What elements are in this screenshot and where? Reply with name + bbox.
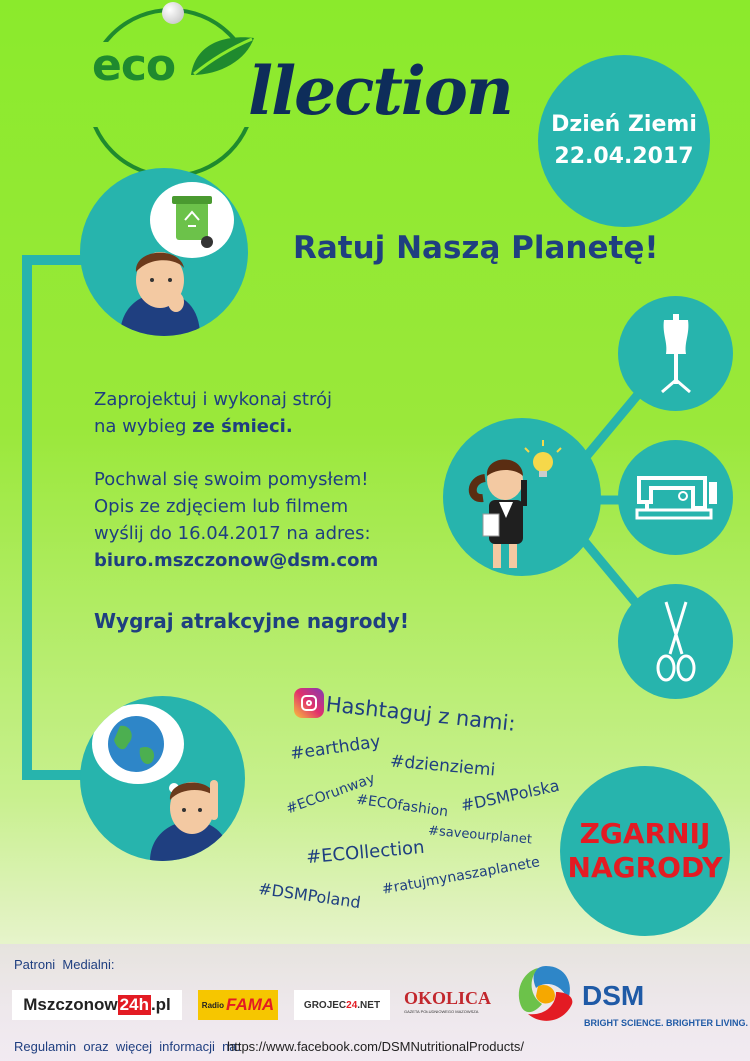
thinking-bin-circle [80,168,248,336]
mannequin-circle [618,296,733,411]
hashtag-ecofashion[interactable]: #ECOfashion [355,791,450,821]
logo-llection-text: llection [248,52,512,130]
prize-line-1: ZGARNIJ [579,817,711,851]
scissors-icon [654,600,698,684]
instruction-line-2-bold: ze śmieci. [192,416,293,437]
instruction-line-2-plain: na wybieg [94,416,193,437]
hashtag-saveourplanet[interactable]: #saveourplanet [427,823,533,848]
dsm-tagline: BRIGHT SCIENCE. BRIGHTER LIVING. [584,1018,749,1028]
patrons-label: Patroni Medialni: [14,957,115,972]
patron-radio-fama-logo[interactable] [198,990,278,1020]
logo-eco-text: eco [92,40,176,91]
instagram-icon[interactable] [294,688,324,718]
hashtag-dsmpoland[interactable]: #DSMPoland [257,878,362,913]
patron-okolica-subtitle: GAZETA POŁUDNIOWEGO MAZOWSZA [404,1009,479,1014]
patron-fama-text: FAMA [226,995,275,1014]
instructions-block [94,386,332,440]
woman-idea-icon [443,418,601,576]
hashtag-ratujmynaszaplanete[interactable]: #ratujmynaszaplanete [380,854,542,898]
prize-line-2: NAGRODY [567,851,723,884]
submission-block [94,466,378,574]
instruction-line-1: Zaprojektuj i wykonaj strój [94,389,332,410]
mannequin-icon [646,314,706,394]
event-date: 22.04.2017 [554,144,694,169]
patron-grojec-24: 24 [346,999,358,1011]
submission-line-1: Pochwal się swoim pomysłem! [94,469,369,490]
hashtag-dsmpolska[interactable]: #DSMPolska [459,775,562,816]
patron-okolica-text: OKOLICA [404,988,492,1008]
regulamin-text: Regulamin oraz więcej informacji na: [14,1039,241,1054]
prize-text: Wygraj atrakcyjne nagrody! [94,609,409,633]
patron-mszczonow-logo[interactable] [12,990,182,1020]
trash-bin-icon [80,168,248,336]
sewing-machine-circle [618,440,733,555]
scissors-circle [618,584,733,699]
patron-mszczonow-tld: .pl [150,995,171,1014]
idea-woman-circle [443,418,601,576]
facebook-url-link[interactable]: https://www.facebook.com/DSMNutritionalProducts/ [227,1039,524,1054]
patron-okolica-logo[interactable] [404,988,492,1022]
leaf-icon [186,30,256,84]
patron-mszczonow-text: Mszczonow [23,995,118,1014]
dsm-swirl-icon [514,962,578,1026]
globe-thinker-circle [80,696,245,861]
headline: Ratuj Naszą Planetę! [293,230,659,266]
left-connector [22,255,32,780]
sewing-machine-icon [633,468,719,528]
patron-grojec24-logo[interactable] [294,990,390,1020]
instruction-line-2 [94,413,332,440]
dsm-name: DSM [582,980,645,1011]
globe-icon [80,696,245,861]
prize-circle [560,766,730,936]
date-circle [538,55,710,227]
event-name: Dzień Ziemi [551,112,697,138]
submission-line-2: Opis ze zdjęciem lub filmem [94,496,349,517]
pushpin-icon [162,2,184,24]
patron-grojec-text: GROJEC [303,999,347,1011]
hashtag-earthday[interactable]: #earthday [289,731,382,765]
email-link[interactable]: biuro.mszczonow@dsm.com [94,550,379,571]
hashtag-title: Hashtaguj z nami: [324,692,517,736]
patron-radio-text: Radio [201,1000,225,1010]
patron-mszczonow-24h: 24h [119,995,149,1014]
patron-grojec-net: .NET [357,999,381,1011]
hashtag-ecollection[interactable]: #ECOllection [305,836,426,869]
submission-line-3: wyślij do 16.04.2017 na adres: [94,523,371,544]
hashtag-dzienziemi[interactable]: #dzienziemi [389,751,496,781]
hashtag-ecorunway[interactable]: #ECOrunway [284,770,378,818]
